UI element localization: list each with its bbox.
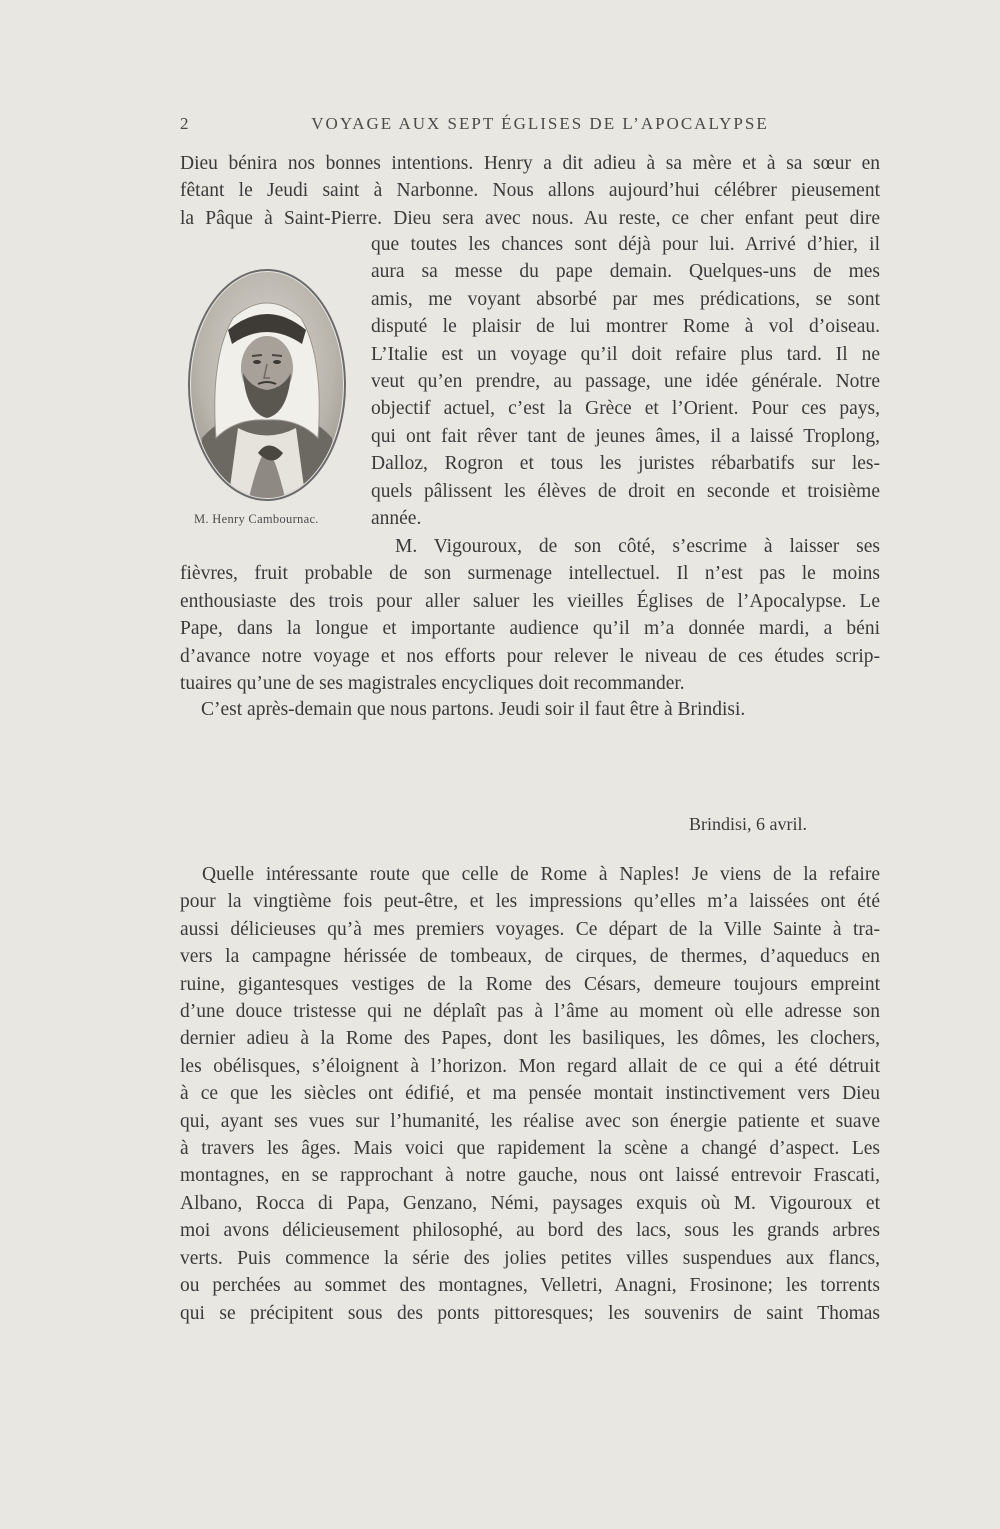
text-line: Pape, dans la longue et importante audience qu’il m’a donnée mardi, a béni xyxy=(180,618,880,640)
text-line: fièvres, fruit probable de son surmenage intellectuel. Il n’est pas le moins xyxy=(180,563,880,585)
text-line: aura sa messe du pape demain. Quelques-uns de mes xyxy=(371,261,880,283)
portrait-caption: M. Henry Cambournac. xyxy=(194,512,319,526)
text-line: enthousiaste des trois pour aller saluer les vieilles Églises de l’Apocalypse. Le xyxy=(180,590,880,612)
text-line: disputé le plaisir de lui montrer Rome à vol d’oiseau. xyxy=(371,316,880,338)
text-line: année. xyxy=(371,508,422,530)
text-line: M. Vigouroux, de son côté, s’escrime à laisser ses xyxy=(395,536,880,557)
wrapped-paragraph xyxy=(371,231,880,532)
text-line: que toutes les chances sont déjà pour lui. Arrivé d’hier, il xyxy=(371,234,880,255)
text-line: verts. Puis commence la série des jolies petites villes suspendues aux flancs, xyxy=(180,1247,880,1269)
text-line: ruine, gigantesques vestiges de la Rome des Césars, demeure toujours empreint xyxy=(180,973,880,995)
text-line: qui, ayant ses vues sur l’humanité, les réalise avec son énergie patiente et suave xyxy=(180,1110,880,1132)
portrait-icon xyxy=(188,268,346,502)
text-line: qui ont fait rêver tant de jeunes âmes, il a laissé Troplong, xyxy=(371,425,880,447)
text-line: veut qu’en prendre, au passage, une idée générale. Notre xyxy=(371,371,880,393)
text-line: Dieu bénira nos bonnes intentions. Henry a dit adieu à sa mère et à sa sœur en xyxy=(180,153,880,174)
text-line: amis, me voyant absorbé par mes prédications, se sont xyxy=(371,288,880,310)
text-line: aussi délicieuses qu’à mes premiers voyages. Ce départ de la Ville Sainte à tra- xyxy=(180,918,880,940)
dateline: Brindisi, 6 avril. xyxy=(689,814,807,834)
text-line: L’Italie est un voyage qu’il doit refaire plus tard. Il ne xyxy=(371,343,880,365)
vigouroux-paragraph xyxy=(180,533,880,697)
text-line: vers la campagne hérissée de tombeaux, de cirques, de thermes, d’aqueducs en xyxy=(180,946,880,968)
text-line: C’est après-demain que nous partons. Jeudi soir il faut être à Brindisi. xyxy=(201,699,746,720)
text-line: la Pâque à Saint-Pierre. Dieu sera avec nous. Au reste, ce cher enfant peut dire xyxy=(180,207,880,229)
text-line: d’une douce tristesse qui ne déplaît pas à l’âme au moment où elle adresse son xyxy=(180,1001,880,1023)
text-line: quels pâlissent les élèves de droit en seconde et troisième xyxy=(371,480,880,502)
running-title: VOYAGE AUX SEPT ÉGLISES DE L’APOCALYPSE xyxy=(311,114,769,133)
text-line: les obélisques, s’éloignent à l’horizon. Mon regard allait de ce qui a été détruit xyxy=(180,1055,880,1077)
text-line: Dalloz, Rogron et tous les juristes rébarbatifs sur les- xyxy=(371,453,880,475)
text-line: tuaires qu’une de ses magistrales encycliques doit recommander. xyxy=(180,673,685,695)
text-line: ou perchées au sommet des montagnes, Velletri, Anagni, Frosinone; les torrents xyxy=(180,1275,880,1297)
text-line: moi avons délicieusement philosophé, au bord des lacs, sous les grands arbres xyxy=(180,1220,880,1242)
intro-paragraph xyxy=(180,150,880,232)
running-header xyxy=(180,114,880,144)
portrait-engraving xyxy=(188,268,346,502)
text-line: Quelle intéressante route que celle de Rome à Naples! Je viens de la refaire xyxy=(202,864,880,885)
naples-paragraph xyxy=(180,861,880,1327)
text-line: dernier adieu à la Rome des Papes, dont les basiliques, les dômes, les clochers, xyxy=(180,1028,880,1050)
text-line: d’avance notre voyage et nos efforts pour relever le niveau de ces études scrip- xyxy=(180,645,880,667)
text-line: montagnes, en se rapprochant à notre gauche, nous ont laissé entrevoir Frascati, xyxy=(180,1165,880,1187)
text-line: à travers les âges. Mais voici que rapidement la scène a changé d’aspect. Les xyxy=(180,1138,880,1160)
text-line: Albano, Rocca di Papa, Genzano, Némi, paysages exquis où M. Vigouroux et xyxy=(180,1192,880,1214)
text-line: qui se précipitent sous des ponts pittoresques; les souvenirs de saint Thomas xyxy=(180,1302,880,1324)
text-line: objectif actuel, c’est la Grèce et l’Orient. Pour ces pays, xyxy=(371,398,880,420)
page-number: 2 xyxy=(180,114,191,133)
departure-paragraph xyxy=(180,696,880,723)
text-line: pour la vingtième fois peut-être, et les impressions qu’elles m’a laissées ont été xyxy=(180,891,880,913)
text-line: à ce que les siècles ont édifié, et ma pensée montait instinctivement vers Dieu xyxy=(180,1083,880,1105)
text-line: fêtant le Jeudi saint à Narbonne. Nous allons aujourd’hui célébrer pieusement xyxy=(180,180,880,202)
